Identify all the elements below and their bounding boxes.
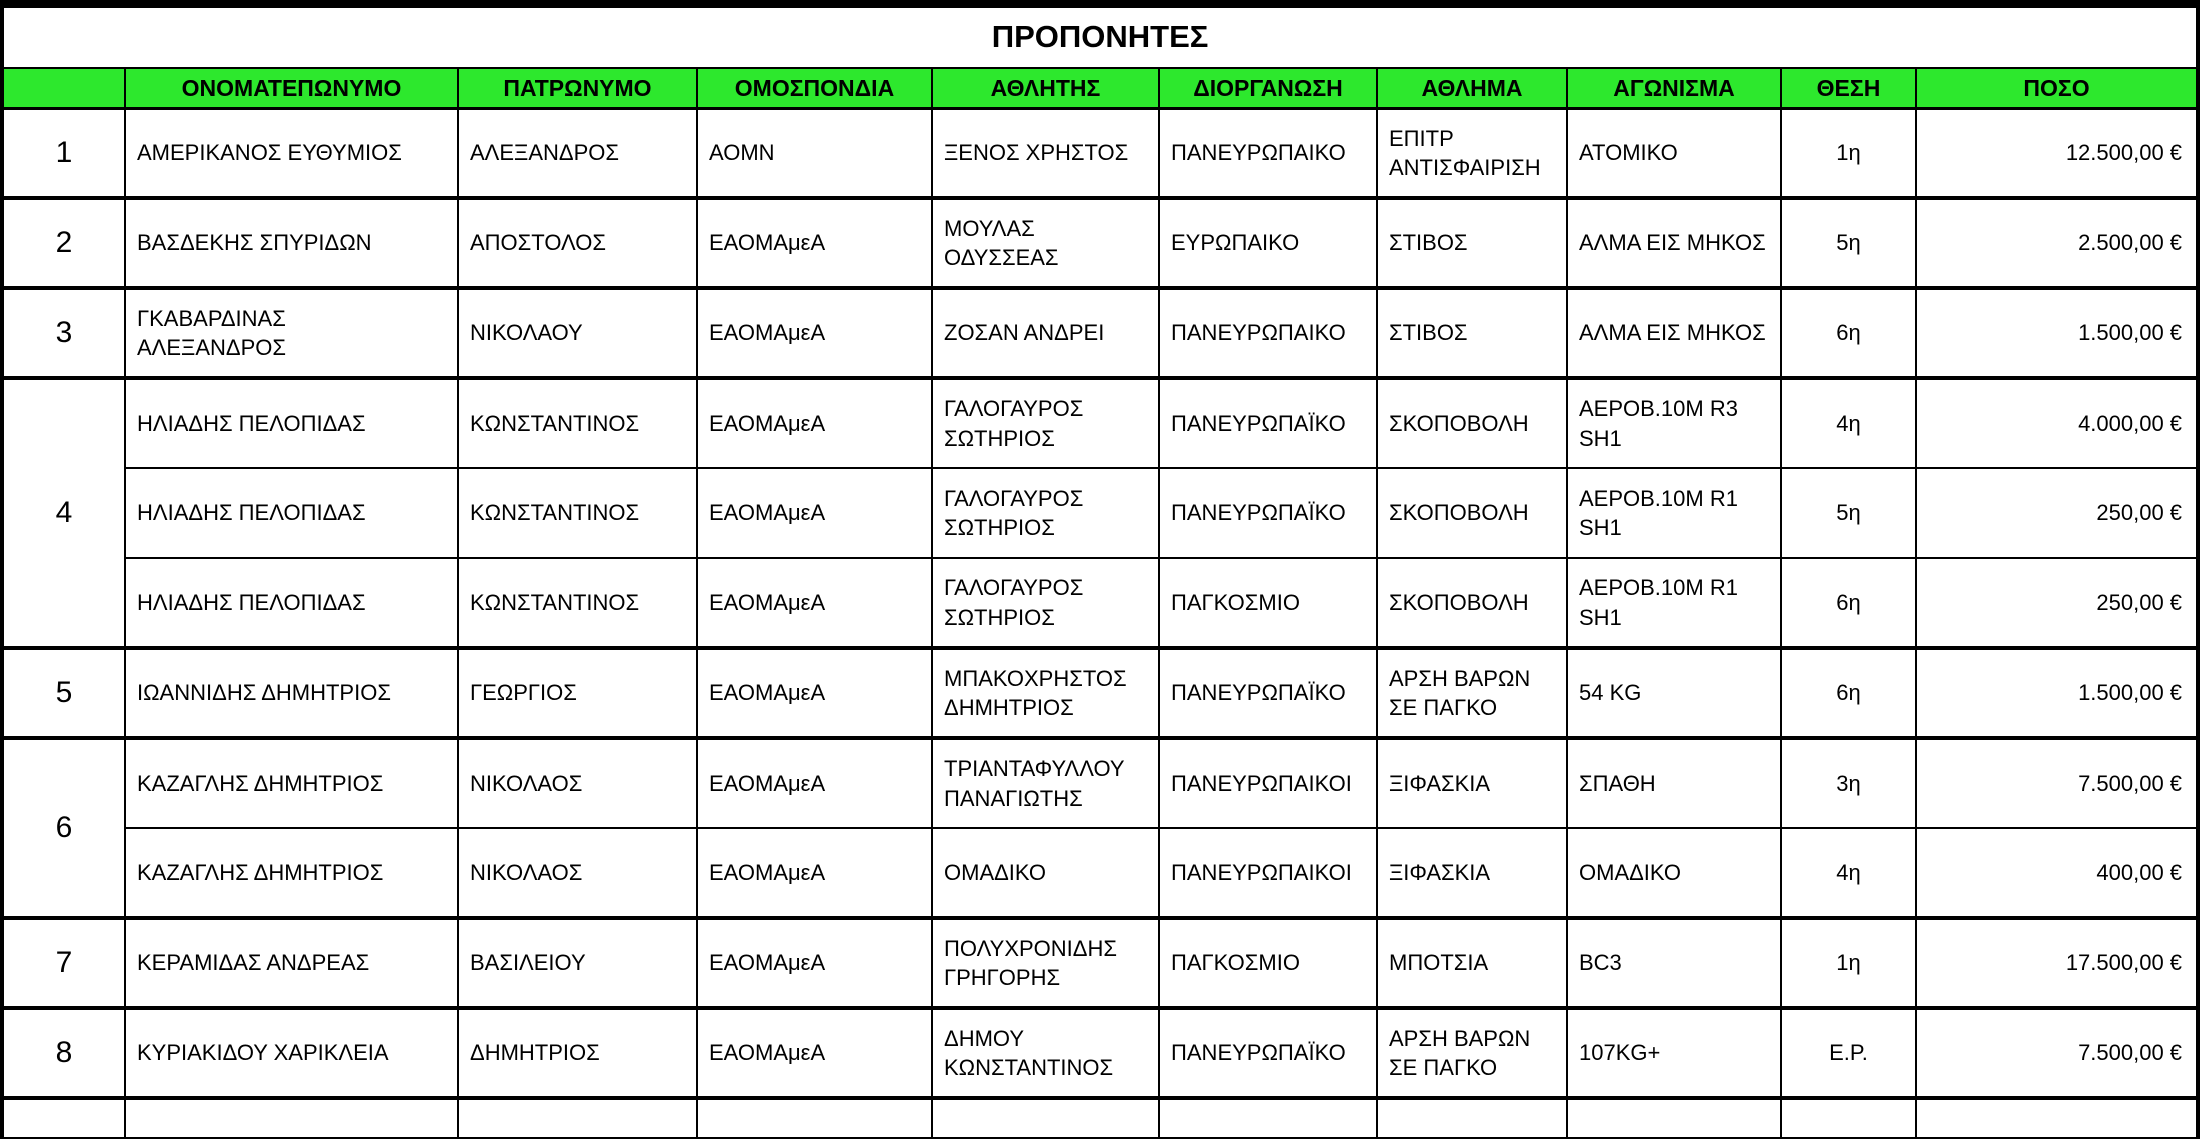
cell-amount: 12.500,00 €: [1916, 108, 2198, 198]
empty-cell: [697, 1098, 932, 1138]
cell-position: 1η: [1781, 918, 1916, 1008]
cell-sport: ΞΙΦΑΣΚΙΑ: [1377, 738, 1567, 828]
cell-sport: ΑΡΣΗ ΒΑΡΩΝ ΣΕ ΠΑΓΚΟ: [1377, 1008, 1567, 1098]
cell-athlete: ΜΠΑΚΟΧΡΗΣΤΟΣ ΔΗΜΗΤΡΙΟΣ: [932, 648, 1159, 738]
cell-patronym: ΚΩΝΣΤΑΝΤΙΝΟΣ: [458, 378, 697, 468]
cell-patronym: ΑΠΟΣΤΟΛΟΣ: [458, 198, 697, 288]
cell-full-name: ΚΥΡΙΑΚΙΔΟΥ ΧΑΡΙΚΛΕΙΑ: [125, 1008, 458, 1098]
row-number: 3: [2, 288, 125, 378]
cell-discipline: 54 KG: [1567, 648, 1781, 738]
cell-discipline: ΑΤΟΜΙΚΟ: [1567, 108, 1781, 198]
table-row: [2, 648, 2198, 738]
cell-full-name: ΗΛΙΑΔΗΣ ΠΕΛΟΠΙΔΑΣ: [125, 468, 458, 558]
cell-patronym: ΝΙΚΟΛΑΟΥ: [458, 288, 697, 378]
cell-full-name: ΚΑΖΑΓΛΗΣ ΔΗΜΗΤΡΙΟΣ: [125, 828, 458, 918]
cell-patronym: ΝΙΚΟΛΑΟΣ: [458, 828, 697, 918]
cell-patronym: ΒΑΣΙΛΕΙΟΥ: [458, 918, 697, 1008]
column-header-position: ΘΕΣΗ: [1781, 68, 1916, 108]
column-header-discipline: ΑΓΩΝΙΣΜΑ: [1567, 68, 1781, 108]
cell-federation: ΕΑΟΜΑμεΑ: [697, 558, 932, 648]
column-header-sport: ΑΘΛΗΜΑ: [1377, 68, 1567, 108]
cell-patronym: ΓΕΩΡΓΙΟΣ: [458, 648, 697, 738]
cell-sport: ΣΤΙΒΟΣ: [1377, 198, 1567, 288]
cell-athlete: ΔΗΜΟΥ ΚΩΝΣΤΑΝΤΙΝΟΣ: [932, 1008, 1159, 1098]
cell-discipline: ΣΠΑΘΗ: [1567, 738, 1781, 828]
cell-discipline: ΑΕΡΟΒ.10M R1 SH1: [1567, 468, 1781, 558]
table-row: [2, 198, 2198, 288]
cell-athlete: ΜΟΥΛΑΣ ΟΔΥΣΣΕΑΣ: [932, 198, 1159, 288]
cell-federation: ΕΑΟΜΑμεΑ: [697, 288, 932, 378]
cell-full-name: ΚΕΡΑΜΙΔΑΣ ΑΝΔΡΕΑΣ: [125, 918, 458, 1008]
cell-amount: 1.500,00 €: [1916, 288, 2198, 378]
column-header-competition: ΔΙΟΡΓΑΝΩΣΗ: [1159, 68, 1377, 108]
cell-amount: 7.500,00 €: [1916, 738, 2198, 828]
cell-full-name: ΑΜΕΡΙΚΑΝΟΣ ΕΥΘΥΜΙΟΣ: [125, 108, 458, 198]
cell-competition: ΠΑΝΕΥΡΩΠΑΪΚΟ: [1159, 1008, 1377, 1098]
row-number: 2: [2, 198, 125, 288]
column-header-patronym: ΠΑΤΡΩΝΥΜΟ: [458, 68, 697, 108]
cell-sport: ΣΚΟΠΟΒΟΛΗ: [1377, 468, 1567, 558]
empty-cell: [1567, 1098, 1781, 1138]
cell-patronym: ΚΩΝΣΤΑΝΤΙΝΟΣ: [458, 558, 697, 648]
cell-competition: ΠΑΝΕΥΡΩΠΑΙΚΟ: [1159, 108, 1377, 198]
table-row: [2, 108, 2198, 198]
cell-competition: ΠΑΝΕΥΡΩΠΑΪΚΟ: [1159, 378, 1377, 468]
cell-amount: 250,00 €: [1916, 468, 2198, 558]
column-header-athlete: ΑΘΛΗΤΗΣ: [932, 68, 1159, 108]
table-row: [2, 468, 2198, 558]
row-number: 8: [2, 1008, 125, 1098]
cell-federation: ΕΑΟΜΑμεΑ: [697, 468, 932, 558]
column-header-full-name: ΟΝΟΜΑΤΕΠΩΝΥΜΟ: [125, 68, 458, 108]
cell-federation: ΕΑΟΜΑμεΑ: [697, 198, 932, 288]
cell-sport: ΕΠΙΤΡ ΑΝΤΙΣΦΑΙΡΙΣΗ: [1377, 108, 1567, 198]
cell-position: 5η: [1781, 198, 1916, 288]
cell-discipline: 107KG+: [1567, 1008, 1781, 1098]
cell-federation: ΕΑΟΜΑμεΑ: [697, 738, 932, 828]
cell-federation: ΕΑΟΜΑμεΑ: [697, 1008, 932, 1098]
table-row: [2, 828, 2198, 918]
cell-discipline: ΑΕΡΟΒ.10M R1 SH1: [1567, 558, 1781, 648]
column-header-federation: ΟΜΟΣΠΟΝΔΙΑ: [697, 68, 932, 108]
row-number: 1: [2, 108, 125, 198]
cell-sport: ΞΙΦΑΣΚΙΑ: [1377, 828, 1567, 918]
cell-position: 6η: [1781, 558, 1916, 648]
cell-patronym: ΝΙΚΟΛΑΟΣ: [458, 738, 697, 828]
cell-full-name: ΓΚΑΒΑΡΔΙΝΑΣ ΑΛΕΞΑΝΔΡΟΣ: [125, 288, 458, 378]
cell-athlete: ΓΑΛΟΓΑΥΡΟΣ ΣΩΤΗΡΙΟΣ: [932, 468, 1159, 558]
cell-federation: ΕΑΟΜΑμεΑ: [697, 918, 932, 1008]
row-number: 6: [2, 738, 125, 918]
cell-position: 1η: [1781, 108, 1916, 198]
cell-sport: ΑΡΣΗ ΒΑΡΩΝ ΣΕ ΠΑΓΚΟ: [1377, 648, 1567, 738]
cell-discipline: ΑΛΜΑ ΕΙΣ ΜΗΚΟΣ: [1567, 198, 1781, 288]
cell-position: 6η: [1781, 288, 1916, 378]
cell-amount: 7.500,00 €: [1916, 1008, 2198, 1098]
cell-athlete: ΟΜΑΔΙΚΟ: [932, 828, 1159, 918]
cell-discipline: ΟΜΑΔΙΚΟ: [1567, 828, 1781, 918]
row-number: 7: [2, 918, 125, 1008]
cell-position: 4η: [1781, 828, 1916, 918]
page-title: ΠΡΟΠΟΝΗΤΕΣ: [2, 4, 2198, 68]
table-row: [2, 1008, 2198, 1098]
empty-cell: [932, 1098, 1159, 1138]
cell-competition: ΠΑΝΕΥΡΩΠΑΪΚΟ: [1159, 468, 1377, 558]
cell-amount: 250,00 €: [1916, 558, 2198, 648]
cell-position: 3η: [1781, 738, 1916, 828]
cell-discipline: BC3: [1567, 918, 1781, 1008]
cell-sport: ΣΤΙΒΟΣ: [1377, 288, 1567, 378]
cell-position: 4η: [1781, 378, 1916, 468]
cell-amount: 1.500,00 €: [1916, 648, 2198, 738]
empty-cell: [125, 1098, 458, 1138]
cell-athlete: ΤΡΙΑΝΤΑΦΥΛΛΟΥ ΠΑΝΑΓΙΩΤΗΣ: [932, 738, 1159, 828]
table-row: [2, 288, 2198, 378]
table-row: [2, 378, 2198, 468]
cell-competition: ΠΑΝΕΥΡΩΠΑΙΚΟΙ: [1159, 828, 1377, 918]
cell-athlete: ΞΕΝΟΣ ΧΡΗΣΤΟΣ: [932, 108, 1159, 198]
cell-athlete: ΓΑΛΟΓΑΥΡΟΣ ΣΩΤΗΡΙΟΣ: [932, 558, 1159, 648]
table-header-row: [2, 68, 2198, 108]
cell-discipline: ΑΛΜΑ ΕΙΣ ΜΗΚΟΣ: [1567, 288, 1781, 378]
cell-amount: 2.500,00 €: [1916, 198, 2198, 288]
column-header-amount: ΠΟΣΟ: [1916, 68, 2198, 108]
cell-competition: ΠΑΝΕΥΡΩΠΑΙΚΟΙ: [1159, 738, 1377, 828]
cell-full-name: ΙΩΑΝΝΙΔΗΣ ΔΗΜΗΤΡΙΟΣ: [125, 648, 458, 738]
cell-federation: ΕΑΟΜΑμεΑ: [697, 648, 932, 738]
cell-athlete: ΓΑΛΟΓΑΥΡΟΣ ΣΩΤΗΡΙΟΣ: [932, 378, 1159, 468]
cell-competition: ΠΑΝΕΥΡΩΠΑΙΚΟ: [1159, 288, 1377, 378]
partial-next-row: [2, 1098, 2198, 1138]
table-row: [2, 558, 2198, 648]
cell-patronym: ΚΩΝΣΤΑΝΤΙΝΟΣ: [458, 468, 697, 558]
cell-federation: ΕΑΟΜΑμεΑ: [697, 828, 932, 918]
cell-position: Ε.Ρ.: [1781, 1008, 1916, 1098]
table-row: [2, 738, 2198, 828]
empty-cell: [1377, 1098, 1567, 1138]
empty-cell: [1159, 1098, 1377, 1138]
title-row: [2, 4, 2198, 68]
empty-cell: [1916, 1098, 2198, 1138]
row-number: 4: [2, 378, 125, 648]
cell-amount: 17.500,00 €: [1916, 918, 2198, 1008]
empty-cell: [458, 1098, 697, 1138]
cell-competition: ΠΑΝΕΥΡΩΠΑΪΚΟ: [1159, 648, 1377, 738]
cell-patronym: ΔΗΜΗΤΡΙΟΣ: [458, 1008, 697, 1098]
table-row: [2, 918, 2198, 1008]
cell-sport: ΣΚΟΠΟΒΟΛΗ: [1377, 558, 1567, 648]
cell-full-name: ΚΑΖΑΓΛΗΣ ΔΗΜΗΤΡΙΟΣ: [125, 738, 458, 828]
cell-full-name: ΗΛΙΑΔΗΣ ΠΕΛΟΠΙΔΑΣ: [125, 558, 458, 648]
cell-federation: ΑΟΜΝ: [697, 108, 932, 198]
cell-sport: ΣΚΟΠΟΒΟΛΗ: [1377, 378, 1567, 468]
cell-position: 6η: [1781, 648, 1916, 738]
cell-federation: ΕΑΟΜΑμεΑ: [697, 378, 932, 468]
row-number: 5: [2, 648, 125, 738]
cell-patronym: ΑΛΕΞΑΝΔΡΟΣ: [458, 108, 697, 198]
empty-cell: [1781, 1098, 1916, 1138]
cell-discipline: ΑΕΡΟΒ.10M R3 SH1: [1567, 378, 1781, 468]
cell-sport: ΜΠΟΤΣΙΑ: [1377, 918, 1567, 1008]
cell-full-name: ΒΑΣΔΕΚΗΣ ΣΠΥΡΙΔΩΝ: [125, 198, 458, 288]
cell-amount: 400,00 €: [1916, 828, 2198, 918]
cell-competition: ΕΥΡΩΠΑΙΚΟ: [1159, 198, 1377, 288]
cell-competition: ΠΑΓΚΟΣΜΙΟ: [1159, 558, 1377, 648]
cell-athlete: ΖΟΣΑΝ ΑΝΔΡΕΙ: [932, 288, 1159, 378]
cell-competition: ΠΑΓΚΟΣΜΙΟ: [1159, 918, 1377, 1008]
column-header-index: [2, 68, 125, 108]
cell-full-name: ΗΛΙΑΔΗΣ ΠΕΛΟΠΙΔΑΣ: [125, 378, 458, 468]
empty-cell: [2, 1098, 125, 1138]
cell-athlete: ΠΟΛΥΧΡΟΝΙΔΗΣ ΓΡΗΓΟΡΗΣ: [932, 918, 1159, 1008]
cell-position: 5η: [1781, 468, 1916, 558]
cell-amount: 4.000,00 €: [1916, 378, 2198, 468]
